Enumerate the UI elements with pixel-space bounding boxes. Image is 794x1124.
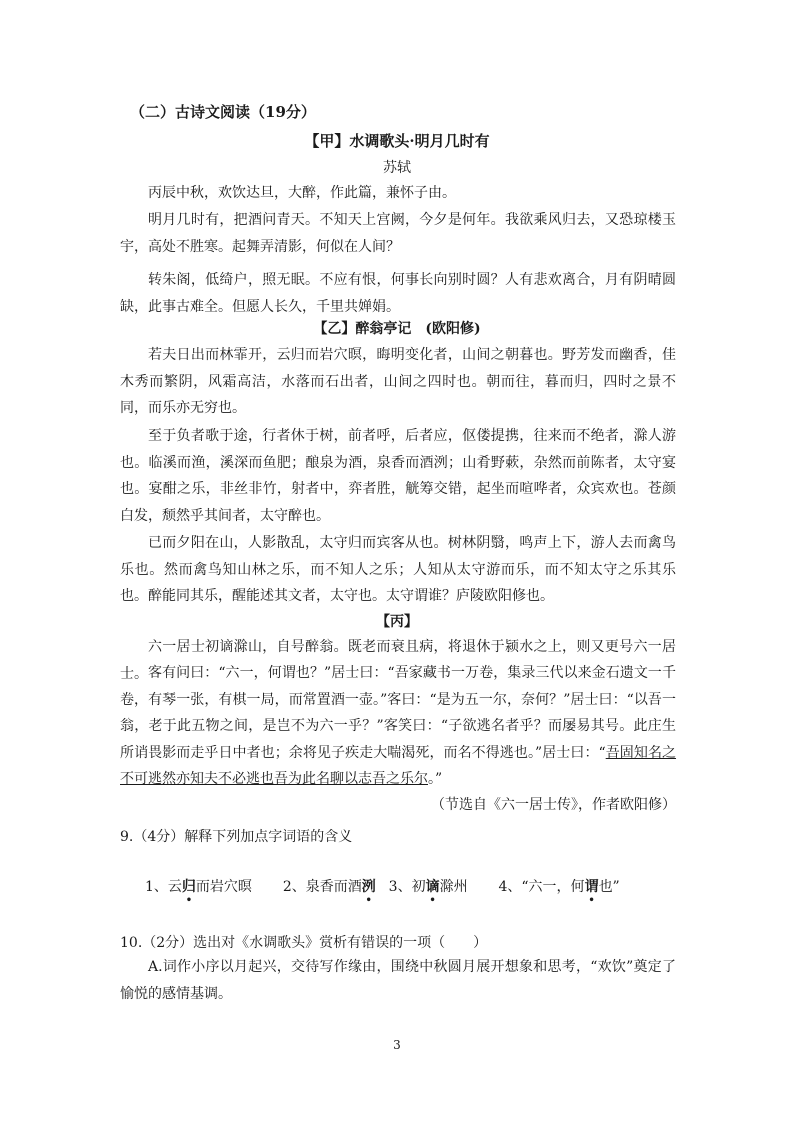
q9-item-2: 2、泉香而酒洌 [282, 879, 376, 895]
poem-title-jia: 【甲】水调歌头·明月几时有 [304, 132, 490, 150]
essay-yi-paragraph-2: 至于负者歌于途，行者休于树，前者呼，后者应，伛偻提携，往来而不绝者，滁人游也。临溪而渔，溪深而鱼肥；酿泉为酒，泉香而酒洌；山肴野蔌，杂然而前陈者，太守宴也。宴酣之乐，非丝非竹，射者中，弈者胜，觥筹交错，起坐而喧哗者，众宾欢也。苍颜白发，颓然乎其间者，太守醉也。 [120, 428, 676, 524]
essay-title-bing: 【丙】 [376, 614, 418, 630]
question-10-option-a: A.词作小序以月起兴，交待写作缘由，围绕中秋圆月展开想象和思考，“欢饮”奠定了愉悦的感情基调。 [120, 959, 676, 1002]
page-number: 3 [393, 1038, 401, 1052]
q9-item-3: 3、初谪滁州 [388, 879, 468, 895]
source-citation: （节选自《六一居士传》，作者欧阳修） [431, 797, 676, 813]
question-10-stem: 10.（2分）选出对《水调歌头》赏析有错误的一项（ ） [120, 935, 488, 951]
essay-yi-paragraph-1: 若夫日出而林霏开，云归而岩穴暝，晦明变化者，山间之朝暮也。野芳发而幽香，佳木秀而繁阴，风霜高洁，水落而石出者，山间之四时也。朝而往，暮而归，四时之景不同，而乐亦无穷也。 [120, 347, 676, 416]
section-heading: （二）古诗文阅读（19分） [130, 103, 316, 121]
underlined-sentence: 吾固知名之不可逃然亦知夫不必逃也吾为此名聊以志吾之乐尔 [120, 744, 677, 787]
q9-item-1: 1、云归而岩穴暝 [145, 879, 252, 895]
paragraph-text: 客有问曰：“六一，何谓也？”居士曰：“吾家藏书一万卷，集录三代以来金石遗文一千卷，有琴一张，有棋一局，而常置酒一壶。”客曰：“是为五一尔，奈何？”居士曰：“以吾一翁，老于此五物之间，是岂不为六一乎？”客笑曰：“子欲逃名者乎？而屡易其号。此庄生所诮畏影而走乎日中者也；余将见子疾走大喘渴死，而名不得逃也。”居士曰：“ [120, 665, 676, 761]
poem-preface: 丙辰中秋，欢饮达旦，大醉，作此篇，兼怀子由。 [148, 185, 456, 201]
closing-quote: 。” [428, 771, 443, 787]
question-9-stem: 9.（4分）解释下列加点字词语的含义 [120, 829, 353, 845]
question-9-items [145, 876, 685, 896]
poem-author: 苏轼 [383, 160, 411, 176]
poem-stanza-2: 转朱阁，低绮户，照无眠。不应有恨，何事长向别时圆？人有悲欢离合，月有阴晴圆缺，此事古难全。但愿人长久，千里共婵娟。 [120, 272, 676, 315]
essay-title-yi: 【乙】醉翁亭记 (欧阳修) [313, 321, 481, 337]
essay-bing-paragraph-1: 六一居士初谪滁山，自号醉翁。既老而衰且病，将退休于颍水之上，则又更号六一居士。 [120, 639, 676, 682]
q9-item-4: 4、“六一，何谓也” [498, 879, 620, 895]
essay-yi-paragraph-3: 已而夕阳在山，人影散乱，太守归而宾客从也。树林阴翳，鸣声上下，游人去而禽鸟乐也。然而禽鸟知山林之乐，而不知人之乐；人知从太守游而乐，而不知太守之乐其乐也。醉能同其乐，醒能述其文者，太守也。太守谓谁？庐陵欧阳修也。 [120, 535, 676, 604]
essay-bing-paragraph-2 [120, 660, 676, 793]
poem-stanza-1: 明月几时有，把酒问青天。不知天上宫阙，今夕是何年。我欲乘风归去，又恐琼楼玉宇，高处不胜寒。起舞弄清影，何似在人间？ [120, 212, 676, 255]
